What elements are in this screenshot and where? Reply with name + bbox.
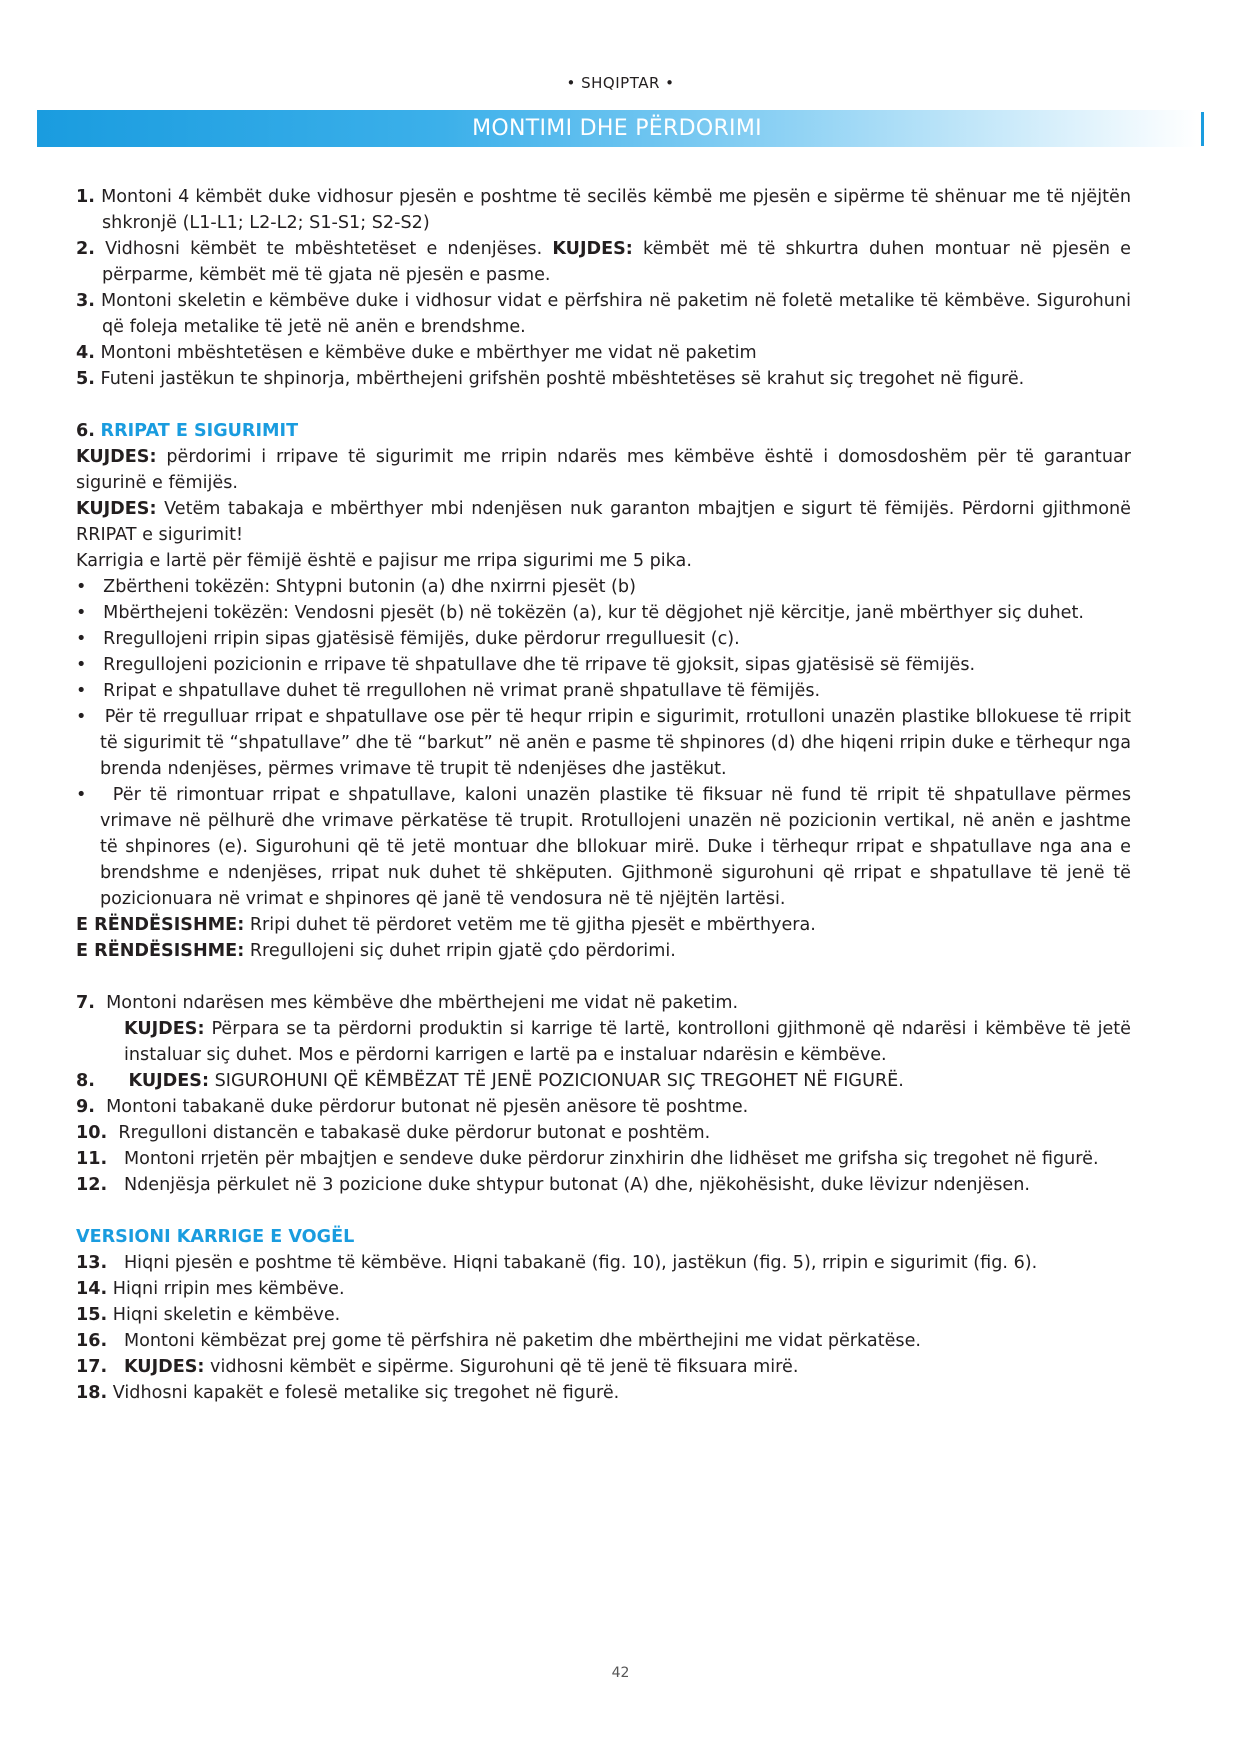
belt-bullet: [76, 678, 1131, 704]
step-10: [76, 1120, 1131, 1146]
belt-bullet: [76, 652, 1131, 678]
step-number: 9.: [76, 1097, 95, 1117]
step-7-caution: [76, 1016, 1131, 1068]
step-17: [76, 1354, 1131, 1380]
spacer: [76, 964, 1131, 990]
step-text: Montoni ndarësen mes këmbëve dhe mbërthejeni me vidat në paketim.: [106, 993, 739, 1013]
important-text: Rregullojeni siç duhet rripin gjatë çdo përdorimi.: [249, 941, 676, 961]
step-text: Montoni këmbëzat prej gome të përfshira në paketim dhe mbërthejini me vidat përkatëse.: [123, 1331, 922, 1351]
caution-label: KUJDES:: [128, 1071, 209, 1091]
important-note-2: [76, 938, 1131, 964]
bullet-text: Për të rimontuar rripat e shpatullave, kaloni unazën plastike të fiksuar në fund të rripit të shpatullave përmes vrimave në pëlhurë dhe vrimave përkatëse të trupit. Rrotullojeni unazën në pozicionin vertikal, në anën e jashtme të shpinores (e). Sigurohuni që të jetë montuar dhe bllokuar mirë. Duke i tërhequr rripat e shpatullave nga ana e brendshme e ndenjëses, rripat nuk duhet të shkëputen. Gjithmonë sigurohuni që rripat e shpatullave të jenë të pozicionuara në vrimat e shpinores që janë të vendosura në të njëjtën lartësi.: [100, 785, 1131, 909]
caution-label: KUJDES:: [124, 1019, 205, 1039]
step-5: [76, 366, 1131, 392]
step-number: 2.: [76, 239, 95, 259]
step-number: 12.: [76, 1175, 108, 1195]
belts-heading: [76, 418, 1131, 444]
belts-caution-1: [76, 444, 1131, 496]
step-text: Futeni jastëkun te shpinorja, mbërthejeni grifshën poshtë mbështetëses së krahut siç tregohet në figurë.: [100, 369, 1025, 389]
small-chair-heading: VERSIONI KARRIGE E VOGËL: [76, 1227, 355, 1247]
step-2: [76, 236, 1131, 288]
belts-intro: Karrigia e lartë për fëmijë është e pajisur me rripa sigurimi me 5 pika.: [76, 551, 692, 571]
step-18: [76, 1380, 1131, 1406]
bullet-mark: •: [76, 655, 87, 675]
step-text: SIGUROHUNI QË KËMBËZAT TË JENË POZICIONUAR SIÇ TREGOHET NË FIGURË.: [214, 1071, 904, 1091]
page-number: 42: [611, 1665, 630, 1681]
belt-bullet: [76, 782, 1131, 912]
bullet-text: Rregullojeni rripin sipas gjatësisë fëmijës, duke përdorur rregulluesit (c).: [103, 629, 740, 649]
page-title: MONTIMI DHE PËRDORIMI: [472, 116, 762, 141]
step-text: Hiqni skeletin e këmbëve.: [112, 1305, 341, 1325]
step-number: 15.: [76, 1305, 108, 1325]
title-banner: [37, 110, 1197, 147]
step-text: Montoni tabakanë duke përdorur butonat në pjesën anësore të poshtme.: [106, 1097, 749, 1117]
step-text: Montoni mbështetësen e këmbëve duke e mbërthyer me vidat në paketim: [100, 343, 757, 363]
important-note-1: [76, 912, 1131, 938]
step-number: 17.: [76, 1357, 108, 1377]
banner-edge-mark: [1201, 112, 1204, 146]
important-label: E RËNDËSISHME:: [76, 941, 245, 961]
step-7: [76, 990, 1131, 1016]
step-14: [76, 1276, 1131, 1302]
caution-text: Përpara se ta përdorni produktin si karrige të lartë, kontrolloni gjithmonë që ndarësi i këmbëve të jetë instaluar siç duhet. Mos e përdorni karrigen e lartë pa e instaluar ndarësin e këmbëve.: [124, 1019, 1132, 1065]
step-12: [76, 1172, 1131, 1198]
belt-bullet: [76, 574, 1131, 600]
section-number: 6.: [76, 421, 95, 441]
caution-label: KUJDES:: [552, 239, 633, 259]
bullet-mark: •: [76, 603, 87, 623]
caution-label: KUJDES:: [123, 1357, 205, 1377]
step-text: Vidhosni kapakët e folesë metalike siç tregohet në figurë.: [112, 1383, 620, 1403]
belt-bullet: [76, 704, 1131, 782]
step-text: Hiqni rripin mes këmbëve.: [112, 1279, 345, 1299]
spacer: [76, 392, 1131, 418]
step-text: Ndenjësja përkulet në 3 pozicione duke shtypur butonat (A) dhe, njëkohësisht, duke lëvizur ndenjësen.: [123, 1175, 1030, 1195]
step-8: [76, 1068, 1131, 1094]
language-label: • SHQIPTAR •: [566, 74, 675, 92]
step-number: 7.: [76, 993, 95, 1013]
caution-label: KUJDES:: [76, 499, 157, 519]
step-number: 16.: [76, 1331, 108, 1351]
section-title: RRIPAT E SIGURIMIT: [100, 421, 299, 441]
step-number: 14.: [76, 1279, 108, 1299]
instructions-body: [76, 184, 1131, 1406]
step-text: Rregulloni distancën e tabakasë duke përdorur butonat e poshtëm.: [118, 1123, 711, 1143]
step-15: [76, 1302, 1131, 1328]
bullet-mark: •: [76, 681, 87, 701]
step-number: 4.: [76, 343, 95, 363]
step-4: [76, 340, 1131, 366]
step-number: 18.: [76, 1383, 108, 1403]
step-13: [76, 1250, 1131, 1276]
spacer: [76, 1198, 1131, 1224]
bullet-text: Rregullojeni pozicionin e rripave të shpatullave dhe të rripave të gjoksit, sipas gjatësisë së fëmijës.: [103, 655, 976, 675]
step-text: vidhosni këmbët e sipërme. Sigurohuni që të jenë të fiksuara mirë.: [210, 1357, 799, 1377]
step-16: [76, 1328, 1131, 1354]
step-text: Montoni skeletin e këmbëve duke i vidhosur vidat e përfshira në paketim në foletë metalike të këmbëve. Sigurohuni që foleja metalike të jetë në anën e brendshme.: [100, 291, 1131, 337]
bullet-text: Për të rregulluar rripat e shpatullave ose për të hequr rripin e sigurimit, rrotulloni unazën plastike bllokuese të rripit të sigurimit të “shpatullave” dhe të “barkut” në anën e pasme të shpinores (d) dhe hiqeni rripin duke e tërhequr nga brenda ndenjëses, përmes vrimave të trupit të ndenjëses dhe jastëkut.: [100, 707, 1131, 779]
step-text: Montoni rrjetën për mbajtjen e sendeve duke përdorur zinxhirin dhe lidhëset me grifsha siç tregohet në figurë.: [123, 1149, 1099, 1169]
belt-bullet: [76, 600, 1131, 626]
step-text: Montoni 4 këmbët duke vidhosur pjesën e poshtme të secilës këmbë me pjesën e sipërme të shënuar me të njëjtën shkronjë (L1-L1; L2-L2; S1-S1; S2-S2): [101, 187, 1131, 233]
caution-label: KUJDES:: [76, 447, 157, 467]
bullet-mark: •: [76, 785, 87, 805]
step-number: 5.: [76, 369, 95, 389]
important-label: E RËNDËSISHME:: [76, 915, 245, 935]
step-text: Vidhosni këmbët te mbështetëset e ndenjëses.: [105, 239, 543, 259]
caution-text: përdorimi i rripave të sigurimit me rripin ndarës mes këmbëve është i domosdoshëm për të garantuar sigurinë e fëmijës.: [76, 447, 1131, 493]
step-1: [76, 184, 1131, 236]
step-9: [76, 1094, 1131, 1120]
step-number: 1.: [76, 187, 95, 207]
bullet-text: Mbërthejeni tokëzën: Vendosni pjesët (b) në tokëzën (a), kur të dëgjohet një kërcitje, janë mbërthyer siç duhet.: [103, 603, 1084, 623]
step-number: 10.: [76, 1123, 108, 1143]
step-11: [76, 1146, 1131, 1172]
step-number: 3.: [76, 291, 95, 311]
step-text: Hiqni pjesën e poshtme të këmbëve. Hiqni tabakanë (fig. 10), jastëkun (fig. 5), rripin e sigurimit (fig. 6).: [123, 1253, 1038, 1273]
important-text: Rripi duhet të përdoret vetëm me të gjitha pjesët e mbërthyera.: [249, 915, 816, 935]
step-text: këmbët më të shkurtra duhen montuar në pjesën e përparme, këmbët më të gjata në pjesën e pasme.: [102, 239, 1131, 285]
bullet-mark: •: [76, 577, 87, 597]
belts-caution-2: [76, 496, 1131, 548]
caution-text: Vetëm tabakaja e mbërthyer mbi ndenjësen nuk garanton mbajtjen e sigurt të fëmijës. Përdorni gjithmonë RRIPAT e sigurimit!: [76, 499, 1131, 545]
bullet-mark: •: [76, 629, 87, 649]
step-number: 13.: [76, 1253, 108, 1273]
step-3: [76, 288, 1131, 340]
bullet-mark: •: [76, 707, 87, 727]
bullet-text: Rripat e shpatullave duhet të rregullohen në vrimat pranë shpatullave të fëmijës.: [103, 681, 821, 701]
bullet-text: Zbërtheni tokëzën: Shtypni butonin (a) dhe nxirrni pjesët (b): [103, 577, 636, 597]
step-number: 11.: [76, 1149, 108, 1169]
belt-bullet: [76, 626, 1131, 652]
step-number: 8.: [76, 1071, 95, 1091]
